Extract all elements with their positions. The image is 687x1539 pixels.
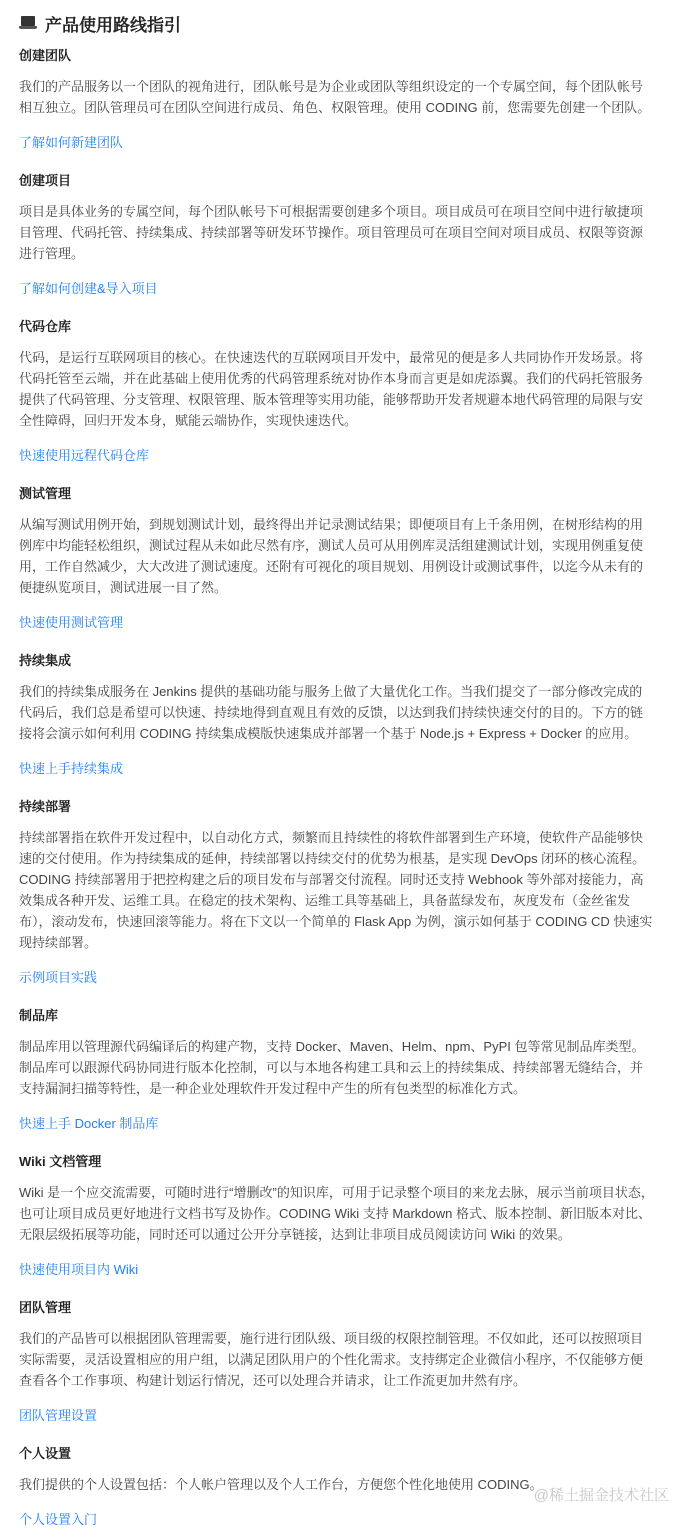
section-heading: 测试管理 xyxy=(19,486,72,501)
section-body: Wiki 是一个应交流需要，可随时进行“增删改”的知识库，可用于记录整个项目的来龙去脉，展示当前项目状态，也可让项目成员更好地进行文档书写及协作。CODING Wiki 支持 Markdown 格式、版本控制、新旧版本对比、无限层级拓展等功能，同时还可以通过公开分享链接，达到让非项目成员阅读访问 Wiki 的效果。 xyxy=(19,1185,654,1242)
section-link[interactable]: 了解如何创建&导入项目 xyxy=(19,281,158,296)
laptop-icon xyxy=(19,16,37,30)
section-heading: 创建项目 xyxy=(19,173,72,188)
section-body: 代码，是运行互联网项目的核心。在快速迭代的互联网项目开发中，最常见的便是多人共同协作开发场景。将代码托管至云端，并在此基础上使用优秀的代码管理系统对协作本身而言更是如虎添翼。我们的代码托管服务提供了代码管理、分支管理、权限管理、版本管理等实用功能，能够帮助开发者规避本地代码管理的局限与安全性障碍，回归开发本身，赋能云端协作，实现快速迭代。 xyxy=(19,350,644,428)
section-link[interactable]: 快速上手持续集成 xyxy=(19,761,124,776)
guide-section xyxy=(19,1151,655,1280)
section-heading: 持续部署 xyxy=(19,799,72,814)
section-link[interactable]: 快速使用远程代码仓库 xyxy=(19,448,150,463)
section-body: 项目是具体业务的专属空间，每个团队帐号下可根据需要创建多个项目。项目成员可在项目空间中进行敏捷项目管理、代码托管、持续集成、持续部署等研发环节操作。项目管理员可在项目空间对项目成员、权限等资源进行管理。 xyxy=(19,204,644,261)
section-list xyxy=(19,45,655,1530)
section-heading: 代码仓库 xyxy=(19,319,72,334)
guide-section xyxy=(19,483,655,633)
guide-section xyxy=(19,1005,655,1134)
section-link[interactable]: 个人设置入门 xyxy=(19,1512,98,1527)
section-body: 我们的产品皆可以根据团队管理需要，施行进行团队级、项目级的权限控制管理。不仅如此，还可以按照项目实际需要，灵活设置相应的用户组，以满足团队用户的个性化需求。支持绑定企业微信小程序，不仅能够方便查看各个工作事项、构建计划运行情况，还可以处理合并请求，让工作流更加井然有序。 xyxy=(19,1331,644,1388)
page-title-text: 产品使用路线指引 xyxy=(45,15,181,35)
guide-section xyxy=(19,45,655,153)
section-link[interactable]: 快速使用项目内 Wiki xyxy=(19,1262,139,1277)
section-link[interactable]: 示例项目实践 xyxy=(19,970,98,985)
guide-section xyxy=(19,1297,655,1426)
section-link[interactable]: 团队管理设置 xyxy=(19,1408,98,1423)
guide-section xyxy=(19,170,655,299)
guide-section xyxy=(19,796,655,988)
section-body: 从编写测试用例开始，到规划测试计划，最终得出并记录测试结果；即便项目有上千条用例，在树形结构的用例库中均能轻松组织，测试过程从未如此尽然有序，测试人员可从用例库灵活组建测试计划，实现用例重复使用，工作自然减少，大大改进了测试速度。还附有可视化的项目规划、用例设计或测试事件，以迄今从未有的便捷纵览项目，测试进展一目了然。 xyxy=(19,517,644,595)
page-title xyxy=(19,10,655,36)
section-body: 我们提供的个人设置包括：个人帐户管理以及个人工作台，方便您个性化地使用 CODING。 xyxy=(19,1477,543,1492)
section-body: 持续部署指在软件开发过程中，以自动化方式，频繁而且持续性的将软件部署到生产环境，使软件产品能够快速的交付使用。作为持续集成的延伸，持续部署以持续交付的优势为根基，是实现 DevOps 闭环的核心流程。CODING 持续部署用于把控构建之后的项目发布与部署交付流程。同时还支持 Webhook 等外部对接能力，高效集成各种开发、运维工具。在稳定的技术架构、运维工具等基础上，具备蓝绿发布，灰度发布（金丝雀发布），滚动发布，快速回滚等能力。将在下文以一个简单的 Flask App 为例，演示如何基于 CODING CD 快速实现持续部署。 xyxy=(19,830,653,950)
watermark: @稀土掘金技术社区 xyxy=(533,1487,669,1504)
section-heading: 团队管理 xyxy=(19,1300,72,1315)
guide-section xyxy=(19,650,655,779)
section-body: 制品库用以管理源代码编译后的构建产物，支持 Docker、Maven、Helm、npm、PyPI 包等常见制品库类型。制品库可以跟源代码协同进行版本化控制，可以与本地各构建工具和云上的持续集成、持续部署无缝结合，并支持漏洞扫描等特性，是一种企业处理软件开发过程中产生的所有包类型的标准化方式。 xyxy=(19,1039,645,1096)
section-heading: 持续集成 xyxy=(19,653,72,668)
section-body: 我们的产品服务以一个团队的视角进行，团队帐号是为企业或团队等组织设定的一个专属空间，每个团队帐号相互独立。团队管理员可在团队空间进行成员、角色、权限管理。使用 CODING 前，您需要先创建一个团队。 xyxy=(19,79,651,115)
section-heading: 个人设置 xyxy=(19,1446,72,1461)
section-heading: 制品库 xyxy=(19,1008,59,1023)
section-link[interactable]: 快速上手 Docker 制品库 xyxy=(19,1116,159,1131)
section-body: 我们的持续集成服务在 Jenkins 提供的基础功能与服务上做了大量优化工作。当我们提交了一部分修改完成的代码后，我们总是希望可以快速、持续地得到直观且有效的反馈，以达到我们持续快速交付的目的。下方的链接将会演示如何利用 CODING 持续集成模版快速集成并部署一个基于 Node.js + Express + Docker 的应用。 xyxy=(19,684,644,741)
section-link[interactable]: 快速使用测试管理 xyxy=(19,615,124,630)
guide-section xyxy=(19,316,655,466)
section-heading: 创建团队 xyxy=(19,48,72,63)
section-heading: Wiki 文档管理 xyxy=(19,1154,102,1169)
section-link[interactable]: 了解如何新建团队 xyxy=(19,135,124,150)
